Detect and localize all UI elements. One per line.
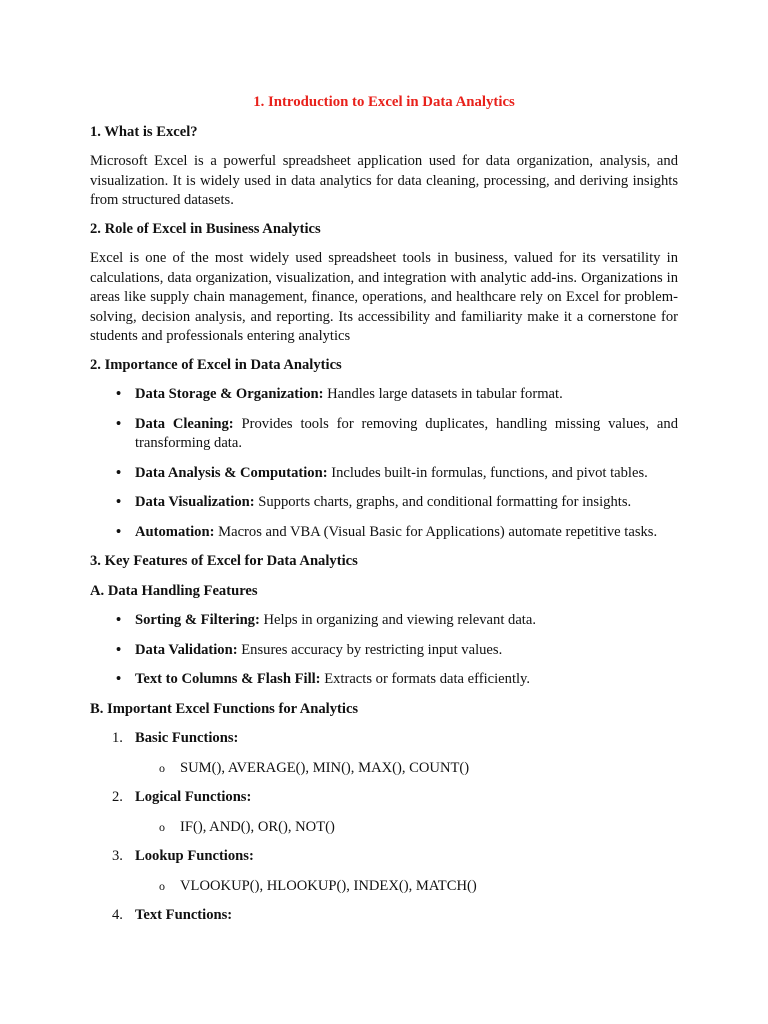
- heading-what-is-excel: 1. What is Excel?: [90, 123, 198, 140]
- list-number: 3.: [112, 848, 123, 864]
- list-item-desc: Handles large datasets in tabular format.: [327, 386, 563, 402]
- list-item-desc: Includes built-in formulas, functions, and pivot tables.: [331, 464, 648, 481]
- bullet-icon: •: [116, 612, 122, 628]
- list-item-term: Data Cleaning:: [135, 415, 234, 432]
- paragraph-what-is-excel: Microsoft Excel is a powerful spreadsheet application used for data organization, analysis, and visualization. It is widely used in data analytics for data cleaning, processing, and deriving insights from structured datasets.: [90, 153, 678, 208]
- list-item: [90, 523, 678, 543]
- list-item-desc: Ensures accuracy by restricting input values.: [241, 641, 503, 658]
- list-item: [90, 847, 678, 896]
- function-category-label: Lookup Functions:: [135, 848, 254, 864]
- list-item-desc: Helps in organizing and viewing relevant data.: [263, 612, 536, 628]
- list-number: 1.: [112, 730, 123, 746]
- page-content: [90, 93, 678, 936]
- sub-list: [135, 877, 678, 897]
- function-category-label: Logical Functions:: [135, 789, 252, 805]
- list-item: [90, 611, 678, 631]
- importance-list: [90, 385, 678, 542]
- list-item-desc: Extracts or formats data efficiently.: [324, 671, 531, 687]
- list-item: [90, 493, 678, 513]
- sub-list: [135, 818, 678, 838]
- paragraph-role-of-excel: Excel is one of the most widely used spreadsheet tools in business, valued for its versatility in calculations, data organization, visualization, and integration with analytic add-ins. Organizations in areas like supply chain management, finance, operations, and healthcare rely on Excel for problem-solving, decision analysis, and reporting. Its accessibility and familiarity make it a cornerstone for students and professionals entering analytics: [90, 250, 678, 344]
- heading-key-features: 3. Key Features of Excel for Data Analytics: [90, 553, 358, 569]
- list-item: [90, 641, 678, 661]
- function-names: VLOOKUP(), HLOOKUP(), INDEX(), MATCH(): [180, 877, 477, 894]
- list-item-desc: Supports charts, graphs, and conditional formatting for insights.: [258, 494, 632, 510]
- heading-importance: 2. Importance of Excel in Data Analytics: [90, 356, 342, 373]
- functions-list: [90, 729, 678, 926]
- circle-bullet-icon: o: [159, 760, 165, 775]
- sub-list: [135, 759, 678, 779]
- function-category-label: Basic Functions:: [135, 730, 239, 746]
- list-item-desc: Macros and VBA (Visual Basic for Applications) automate repetitive tasks.: [218, 523, 658, 540]
- heading-data-handling: A. Data Handling Features: [90, 582, 258, 599]
- sub-list-item: [135, 818, 678, 838]
- bullet-icon: •: [116, 415, 122, 432]
- list-item-term: Text to Columns & Flash Fill:: [135, 671, 321, 687]
- sub-list-item: [135, 877, 678, 897]
- heading-role-of-excel: 2. Role of Excel in Business Analytics: [90, 220, 321, 237]
- list-item: [90, 464, 678, 484]
- list-item-term: Automation:: [135, 523, 215, 540]
- list-number: 4.: [112, 907, 123, 923]
- function-names: IF(), AND(), OR(), NOT(): [180, 818, 335, 835]
- list-item-term: Data Validation:: [135, 641, 238, 658]
- list-item: [90, 670, 678, 690]
- list-item-term: Data Storage & Organization:: [135, 386, 324, 402]
- document-title: 1. Introduction to Excel in Data Analytics: [253, 94, 515, 110]
- sub-list-item: [135, 759, 678, 779]
- list-item: [90, 906, 678, 926]
- bullet-icon: •: [116, 671, 122, 687]
- bullet-icon: •: [116, 494, 122, 510]
- bullet-icon: •: [116, 386, 122, 402]
- list-item: [90, 788, 678, 837]
- data-handling-list: [90, 611, 678, 690]
- bullet-icon: •: [116, 464, 122, 481]
- function-category-label: Text Functions:: [135, 907, 233, 923]
- list-number: 2.: [112, 789, 123, 805]
- list-item-term: Sorting & Filtering:: [135, 612, 260, 628]
- list-item-desc: Provides tools for removing duplicates, handling missing values, and transforming data.: [135, 415, 678, 451]
- bullet-icon: •: [116, 641, 122, 658]
- function-names: SUM(), AVERAGE(), MIN(), MAX(), COUNT(): [180, 759, 470, 776]
- list-item-term: Data Analysis & Computation:: [135, 464, 328, 481]
- list-item: [90, 729, 678, 778]
- circle-bullet-icon: o: [159, 819, 165, 834]
- circle-bullet-icon: o: [159, 878, 165, 893]
- list-item: [90, 415, 678, 454]
- list-item-term: Data Visualization:: [135, 494, 255, 510]
- heading-excel-functions: B. Important Excel Functions for Analytics: [90, 700, 359, 717]
- list-item: [90, 385, 678, 405]
- bullet-icon: •: [116, 523, 122, 540]
